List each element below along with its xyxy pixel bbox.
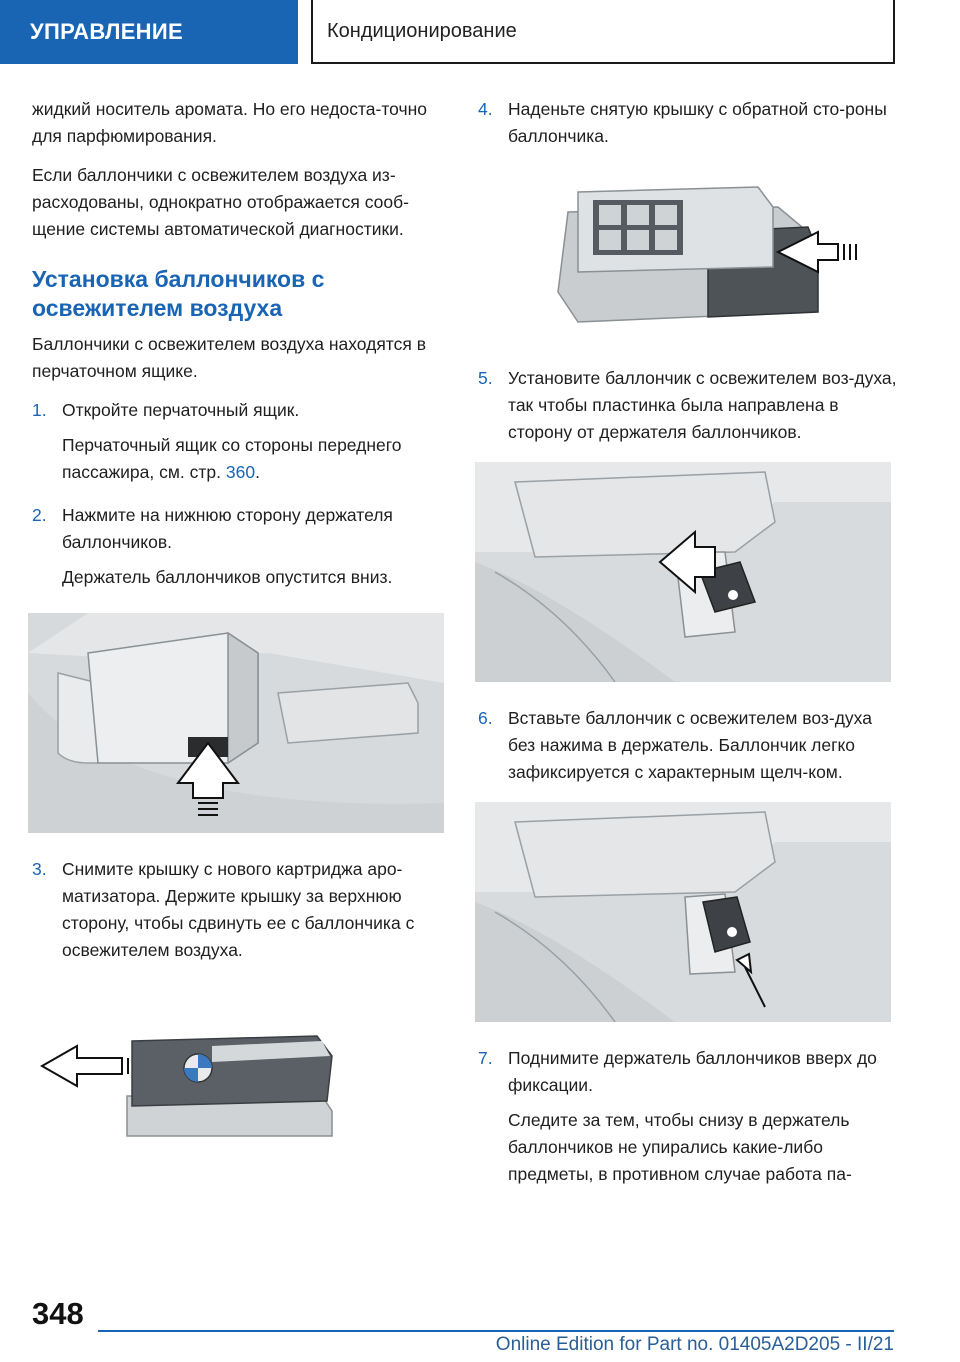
step-3 [32,856,450,972]
step-number: 2. [32,505,47,525]
step-number: 7. [478,1048,493,1068]
step-2 [32,502,450,599]
step-text: Откройте перчаточный ящик. [62,400,300,420]
step-text: Наденьте снятую крышку с обратной сто-роны баллончика. [508,99,887,146]
section-tab [0,0,298,64]
right-column [478,96,898,1204]
edition-note: Online Edition for Part no. 01405A2D205 - II/21 [495,1334,894,1355]
chapter-header [311,0,895,64]
glovebox-holder-illustration [28,613,444,833]
step-number: 6. [478,708,493,728]
section-title: УПРАВЛЕНИЕ [30,19,183,44]
step-4 [478,96,898,158]
figure-cap-remove [32,986,450,1191]
step-number: 1. [32,400,47,420]
figure-holder-press [28,613,450,838]
step-text: Нажмите на нижнюю сторону держателя баллончиков. [62,505,393,552]
holder-click-illustration [475,802,891,1022]
figure-cartridge-insert [475,462,898,687]
step-text: Поднимите держатель баллончиков вверх до фиксации. [508,1048,877,1095]
cartridge-back-illustration [478,172,898,342]
step-text: Снимите крышку с нового картриджа аро-матизатора. Держите крышку за верхнюю сторону, чтобы сдвинуть ее с баллончика с освежителем воздуха. [62,859,415,960]
page-link[interactable]: 360 [225,462,256,482]
step-number: 5. [478,368,493,388]
step-number: 3. [32,859,47,879]
holder-insert-illustration [475,462,891,682]
footer-divider [98,1330,894,1332]
step-text: Вставьте баллончик с освежителем воз-духа без нажима в держатель. Баллончик легко зафиксируется с характерным щелч-ком. [508,708,872,782]
step-number: 4. [478,99,493,119]
step-text: Установите баллончик с освежителем воз-духа, так чтобы пластинка была направлена в сторону от держателя баллончиков. [508,368,897,442]
paragraph: Баллончики с освежителем воздуха находятся в перчаточном ящике. [32,334,427,381]
paragraph: Если баллончики с освежителем воздуха из-расходованы, однократно отображается сооб-щение системы автоматической диагностики. [32,165,409,239]
step-note: Следите за тем, чтобы снизу в держатель баллончиков не упирались какие-либо предметы, в противном случае работа па- [508,1110,852,1184]
step-1 [32,397,450,494]
paragraph: жидкий носитель аромата. Но его недоста-точно для парфюмирования. [32,99,428,146]
step-5 [478,365,898,454]
figure-cap-back [478,172,898,347]
step-6 [478,705,898,794]
left-column [32,96,450,1209]
page-number: 348 [32,1296,84,1331]
figure-cartridge-click [475,802,898,1027]
section-heading: Установка баллончиков с освежителем воздуха [32,266,325,321]
step-7 [478,1045,898,1196]
chapter-title: Кондиционирование [327,19,517,42]
step-note: Перчаточный ящик со стороны переднего пассажира, см. стр. 360. [62,435,402,482]
step-note: Держатель баллончиков опустится вниз. [62,567,393,587]
cartridge-cap-illustration [32,986,450,1186]
